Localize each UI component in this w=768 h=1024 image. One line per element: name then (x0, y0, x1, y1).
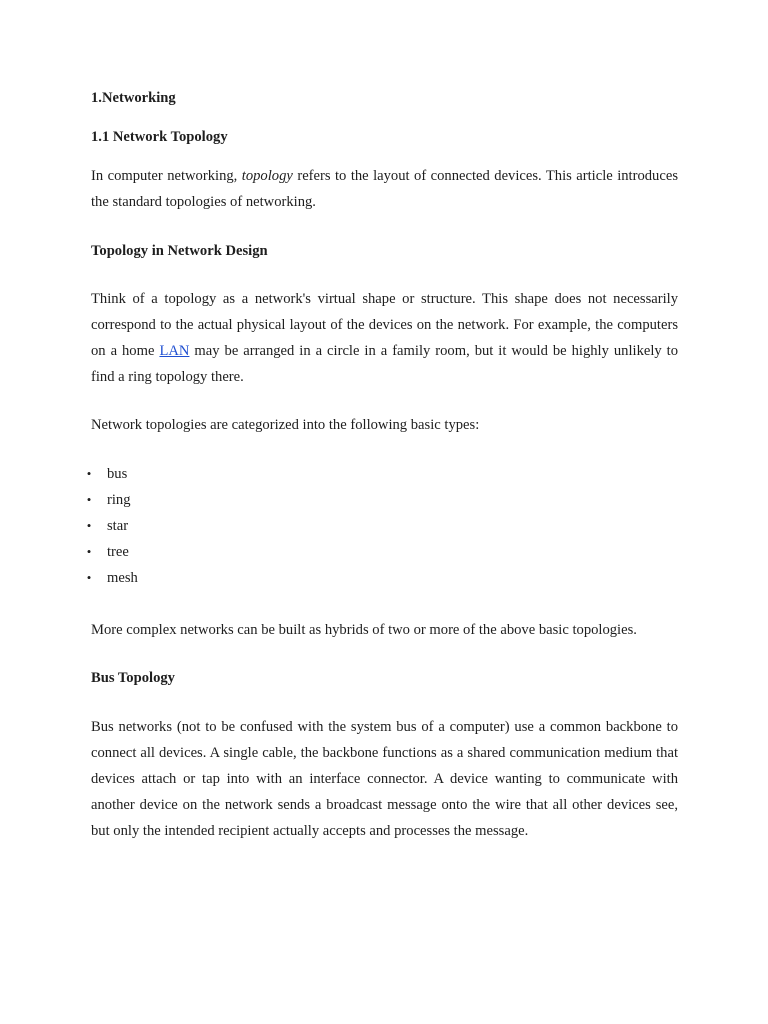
heading-network-topology: 1.1 Network Topology (91, 129, 228, 145)
bullet-icon: • (86, 544, 92, 559)
list-item-label: ring (107, 492, 131, 508)
topology-types-list (84, 461, 138, 591)
list-item-bus (84, 461, 138, 487)
list-item-label: tree (107, 544, 129, 560)
heading-bus-topology: Bus Topology (91, 670, 175, 686)
hybrids-paragraph: More complex networks can be built as hybrids of two or more of the above basic topologies. (91, 622, 637, 638)
design-text-before: Think of a topology as a network's virtual shape or structure. This shape does not necessarily correspond to the actual physical layout of the devices on the network. For example, the computers on a home (91, 291, 678, 359)
design-text-after: may be arranged in a circle in a family room, but it would be highly unlikely to find a ring topology there. (91, 343, 679, 385)
bullet-icon: • (86, 466, 92, 481)
intro-text-after: refers to the layout of connected devices. This article introduces the standard topologies of networking. (91, 168, 678, 210)
heading-networking: 1.Networking (91, 90, 176, 106)
intro-emphasis-topology: topology (241, 168, 293, 184)
list-item-mesh (84, 565, 138, 591)
lan-link[interactable]: LAN (159, 343, 190, 359)
bullet-icon: • (86, 518, 92, 533)
intro-text-before: In computer networking, (91, 168, 238, 184)
list-item-star (84, 513, 138, 539)
bullet-icon: • (86, 570, 92, 585)
list-item-label: star (107, 518, 129, 534)
bus-paragraph: Bus networks (not to be confused with the system bus of a computer) use a common backbone to connect all devices. A single cable, the backbone functions as a shared communication medium that devices attach or tap into with an interface connector. A device wanting to communicate with another device on the network sends a broadcast message onto the wire that all other devices see, but only the intended recipient actually accepts and processes the message. (91, 719, 678, 839)
list-item-tree (84, 539, 138, 565)
design-paragraph (91, 286, 678, 390)
intro-paragraph (91, 163, 678, 215)
bullet-icon: • (86, 492, 92, 507)
heading-topology-in-network-design: Topology in Network Design (91, 243, 268, 259)
list-item-ring (84, 487, 138, 513)
list-item-label: mesh (107, 570, 138, 586)
list-item-label: bus (107, 466, 128, 482)
types-intro-paragraph: Network topologies are categorized into the following basic types: (91, 417, 480, 433)
